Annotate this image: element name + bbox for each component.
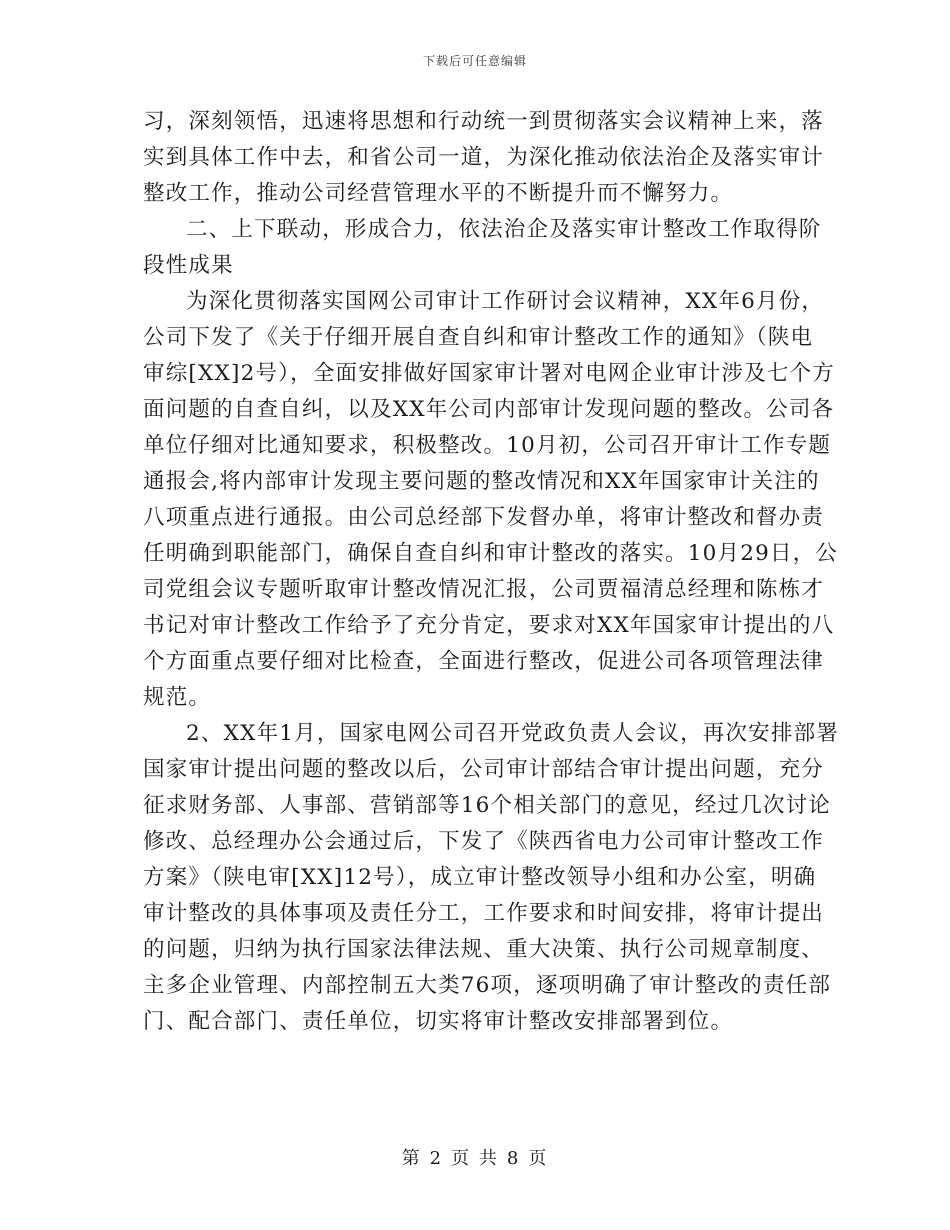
text-line: 公司下发了《关于仔细开展自查自纠和审计整改工作的通知》（陕电 [143, 325, 814, 350]
text-line: 主多企业管理、内部控制五大类76项，逐项明确了审计整改的责任部 [143, 973, 832, 998]
current-page-number: 2 [429, 1148, 444, 1169]
text-line: 的问题，归纳为执行国家法律法规、重大决策、执行公司规章制度、 [143, 937, 825, 962]
text-line: 习，深刻领悟，迅速将思想和行动统一到贯彻落实会议精神上来，落 [143, 109, 825, 134]
page-prefix: 第 [401, 1148, 422, 1169]
text-line: 门、配合部门、责任单位，切实将审计整改安排部署到位。 [143, 1009, 734, 1034]
text-line: 段性成果 [143, 253, 234, 278]
text-line: 司党组会议专题听取审计整改情况汇报，公司贾福清总经理和陈栋才 [143, 577, 825, 602]
document-body [143, 104, 839, 1040]
page-suffix: 页 [528, 1148, 549, 1169]
text-line: 任明确到职能部门，确保自查自纠和审计整改的落实。10月29日，公 [143, 541, 839, 566]
page-footer [0, 1144, 950, 1170]
total-pages-number: 8 [506, 1148, 521, 1169]
text-line: 实到具体工作中去，和省公司一道，为深化推动依法治企及落实审计 [143, 145, 825, 170]
text-line: 面问题的自查自纠，以及XX年公司内部审计发现问题的整改。公司各 [143, 397, 835, 422]
text-line: 书记对审计整改工作给予了充分肯定，要求对XX年国家审计提出的八 [143, 613, 835, 638]
text-line: 单位仔细对比通知要求，积极整改。10月初，公司召开审计工作专题 [143, 433, 832, 458]
text-line: 2、XX年1月，国家电网公司召开党政负责人会议，再次安排部署 [186, 721, 839, 746]
text-line: 国家审计提出问题的整改以后，公司审计部结合审计提出问题，充分 [143, 757, 825, 782]
page-mid: 页 共 [451, 1148, 499, 1169]
text-line: 八项重点进行通报。由公司总经部下发督办单，将审计整改和督办责 [143, 505, 825, 530]
text-line: 通报会,将内部审计发现主要问题的整改情况和XX年国家审计关注的 [143, 469, 820, 494]
text-line: 审计整改的具体事项及责任分工，工作要求和时间安排，将审计提出 [143, 901, 825, 926]
text-line: 审综[XX]2号），全面安排做好国家审计署对电网企业审计涉及七个方 [143, 361, 835, 386]
text-line: 征求财务部、人事部、营销部等16个相关部门的意见，经过几次讨论 [143, 793, 832, 818]
text-line: 个方面重点要仔细对比检查，全面进行整改，促进公司各项管理法律 [143, 649, 825, 674]
text-line: 为深化贯彻落实国网公司审计工作研讨会议精神，XX年6月份， [186, 289, 825, 314]
text-line: 方案》（陕电审[XX]12号），成立审计整改领导小组和办公室，明确 [143, 865, 817, 890]
text-line: 二、上下联动，形成合力，依法治企及落实审计整改工作取得阶 [186, 217, 822, 242]
text-line: 规范。 [143, 685, 212, 710]
text-line: 修改、总经理办公会通过后，下发了《陕西省电力公司审计整改工作 [143, 829, 825, 854]
text-line: 整改工作，推动公司经营管理水平的不断提升而不懈努力。 [143, 181, 734, 206]
header-note: 下载后可任意编辑 [422, 54, 527, 68]
